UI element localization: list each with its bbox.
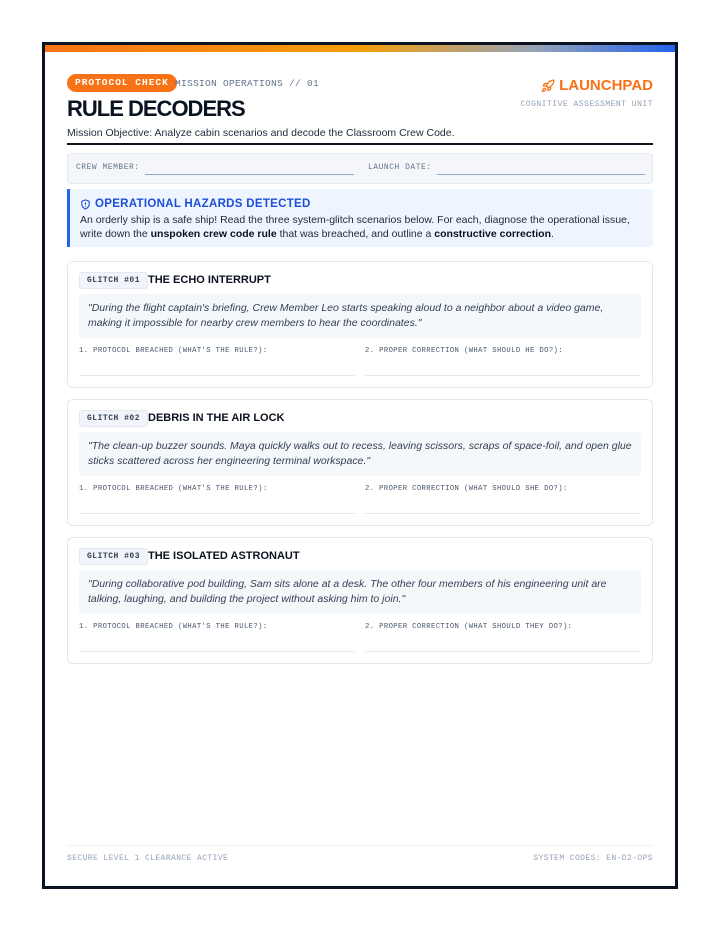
mission-objective: Mission Objective: Analyze cabin scenarios and decode the Classroom Crew Code.	[67, 127, 455, 139]
shield-icon	[80, 199, 91, 210]
launch-date-field[interactable]	[437, 174, 645, 175]
glitch-tag: GLITCH #01	[79, 272, 148, 289]
glitch-title: THE ECHO INTERRUPT	[148, 274, 271, 286]
crew-member-field[interactable]	[145, 174, 354, 175]
glitch-card-02	[67, 399, 653, 526]
protocol-answer-line[interactable]	[79, 651, 355, 652]
correction-question: 2. PROPER CORRECTION (WHAT SHOULD HE DO?):	[365, 347, 563, 355]
protocol-answer-line[interactable]	[79, 375, 355, 376]
correction-answer-line[interactable]	[365, 513, 641, 514]
header-divider	[67, 143, 653, 145]
top-gradient-bar	[45, 45, 675, 52]
mission-operations-label: MISSION OPERATIONS // 01	[175, 78, 320, 89]
correction-answer-line[interactable]	[365, 375, 641, 376]
glitch-card-03	[67, 537, 653, 664]
protocol-question: 1. PROTOCOL BREACHED (WHAT'S THE RULE?):	[79, 347, 268, 355]
rocket-icon	[541, 79, 555, 93]
protocol-badge: PROTOCOL CHECK	[67, 74, 177, 92]
hazard-instructions: An orderly ship is a safe ship! Read the three system-glitch scenarios below. For each, diagnose the operational issue, write down the unspoken crew code rule that was breached, and outline a constructive correction.	[80, 214, 630, 240]
glitch-tag: GLITCH #03	[79, 548, 148, 565]
emphasis-rule: unspoken crew code rule	[150, 228, 277, 240]
hazard-title: OPERATIONAL HAZARDS DETECTED	[95, 198, 311, 210]
correction-question: 2. PROPER CORRECTION (WHAT SHOULD SHE DO?):	[365, 485, 568, 493]
protocol-question: 1. PROTOCOL BREACHED (WHAT'S THE RULE?):	[79, 485, 268, 493]
footer-system-codes: SYSTEM CODES: EN-D2-OPS	[533, 854, 653, 863]
correction-question: 2. PROPER CORRECTION (WHAT SHOULD THEY DO?):	[365, 623, 573, 631]
footer-divider	[67, 845, 653, 846]
emphasis-correction: constructive correction	[434, 228, 551, 240]
brand-subtitle: COGNITIVE ASSESSMENT UNIT	[520, 100, 653, 109]
protocol-answer-line[interactable]	[79, 513, 355, 514]
worksheet	[42, 42, 678, 889]
crew-info-bar	[67, 153, 653, 184]
scenario-quote: "During collaborative pod building, Sam sits alone at a desk. The other four members of his engineering unit are talking, laughing, and building the project without asking him to join."	[79, 570, 641, 614]
hazard-notice	[67, 189, 653, 247]
correction-answer-line[interactable]	[365, 651, 641, 652]
glitch-card-01	[67, 261, 653, 388]
brand-name: LAUNCHPAD	[559, 77, 653, 94]
scenario-quote: "The clean-up buzzer sounds. Maya quickly walks out to recess, leaving scissors, scraps of space-foil, and open glue sticks scattered across her engineering terminal workspace."	[79, 432, 641, 476]
launch-date-label: LAUNCH DATE:	[368, 163, 432, 172]
protocol-question: 1. PROTOCOL BREACHED (WHAT'S THE RULE?):	[79, 623, 268, 631]
footer-clearance: SECURE LEVEL 1 CLEARANCE ACTIVE	[67, 854, 229, 863]
scenario-quote: "During the flight captain's briefing, Crew Member Leo starts speaking aloud to a neighbor about a video game, making it impossible for nearby crew members to hear the coordinates."	[79, 294, 641, 338]
crew-member-label: CREW MEMBER:	[76, 163, 140, 172]
brand-logo	[541, 77, 653, 94]
glitch-title: DEBRIS IN THE AIR LOCK	[148, 412, 285, 424]
page-title: RULE DECODERS	[67, 96, 245, 121]
glitch-tag: GLITCH #02	[79, 410, 148, 427]
glitch-title: THE ISOLATED ASTRONAUT	[148, 550, 300, 562]
